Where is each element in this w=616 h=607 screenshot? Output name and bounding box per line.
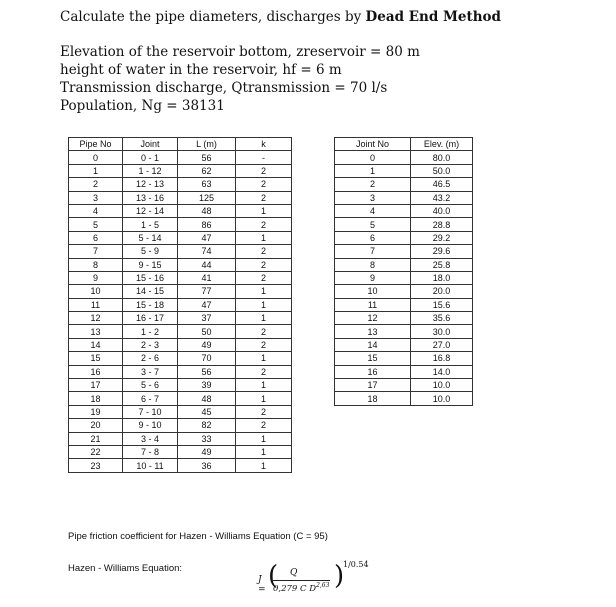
table-row — [69, 432, 292, 445]
table-row — [69, 325, 292, 338]
cell-pipe-no: 20 — [69, 419, 123, 432]
cell-pipe-no: 0 — [69, 151, 123, 164]
table-row — [69, 445, 292, 458]
cell-k: 1 — [236, 445, 292, 458]
cell-elevation: 35.6 — [411, 312, 473, 325]
cell-pipe-no: 2 — [69, 178, 123, 191]
cell-pipe-no: 8 — [69, 258, 123, 271]
table-row — [335, 365, 473, 378]
table-row — [335, 271, 473, 284]
cell-joint-no: 15 — [335, 352, 411, 365]
formula-denominator: 0,279 C D$^{2,63}$ — [273, 582, 330, 594]
cell-k: 1 — [236, 231, 292, 244]
cell-joint: 3 - 4 — [123, 432, 178, 445]
cell-length: 70 — [178, 352, 236, 365]
cell-joint-no: 17 — [335, 379, 411, 392]
header-length: L (m) — [178, 138, 236, 151]
table-row — [335, 312, 473, 325]
cell-joint-no: 13 — [335, 325, 411, 338]
cell-k: 1 — [236, 352, 292, 365]
table-row — [335, 178, 473, 191]
joint-table-header — [335, 138, 473, 151]
table-row — [335, 338, 473, 351]
cell-elevation: 25.8 — [411, 258, 473, 271]
table-row — [335, 325, 473, 338]
cell-k: 2 — [236, 325, 292, 338]
given-reservoir-elevation: Elevation of the reservoir bottom, zreservoir = 80 m — [60, 44, 420, 60]
header-joint-no: Joint No — [335, 138, 411, 151]
table-row — [69, 419, 292, 432]
cell-joint-no: 2 — [335, 178, 411, 191]
cell-k: - — [236, 151, 292, 164]
cell-joint-no: 8 — [335, 258, 411, 271]
cell-elevation: 43.2 — [411, 191, 473, 204]
formula-lhs: J = — [258, 575, 266, 595]
table-row — [335, 379, 473, 392]
cell-k: 2 — [236, 405, 292, 418]
cell-length: 63 — [178, 178, 236, 191]
cell-pipe-no: 16 — [69, 365, 123, 378]
formula-close-paren: ) — [334, 561, 345, 591]
cell-pipe-no: 9 — [69, 271, 123, 284]
formula-d-exponent: 2,63 — [316, 582, 330, 589]
cell-elevation: 30.0 — [411, 325, 473, 338]
cell-length: 36 — [178, 459, 236, 472]
cell-length: 49 — [178, 445, 236, 458]
cell-joint: 2 - 3 — [123, 338, 178, 351]
cell-joint: 0 - 1 — [123, 151, 178, 164]
cell-length: 33 — [178, 432, 236, 445]
cell-joint: 1 - 12 — [123, 164, 178, 177]
joint-table — [334, 137, 473, 406]
cell-joint-no: 9 — [335, 271, 411, 284]
cell-length: 45 — [178, 405, 236, 418]
cell-elevation: 16.8 — [411, 352, 473, 365]
cell-elevation: 18.0 — [411, 271, 473, 284]
table-row — [69, 191, 292, 204]
cell-k: 1 — [236, 379, 292, 392]
cell-pipe-no: 21 — [69, 432, 123, 445]
cell-k: 1 — [236, 298, 292, 311]
cell-elevation: 29.6 — [411, 245, 473, 258]
cell-elevation: 10.0 — [411, 379, 473, 392]
cell-elevation: 10.0 — [411, 392, 473, 405]
cell-k: 2 — [236, 338, 292, 351]
cell-k: 2 — [236, 178, 292, 191]
cell-elevation: 20.0 — [411, 285, 473, 298]
cell-pipe-no: 3 — [69, 191, 123, 204]
cell-length: 82 — [178, 419, 236, 432]
cell-joint: 2 - 6 — [123, 352, 178, 365]
cell-joint-no: 1 — [335, 164, 411, 177]
cell-k: 1 — [236, 432, 292, 445]
table-row — [335, 164, 473, 177]
cell-joint: 6 - 7 — [123, 392, 178, 405]
page-title — [60, 9, 501, 25]
cell-length: 50 — [178, 325, 236, 338]
cell-pipe-no: 11 — [69, 298, 123, 311]
cell-joint: 15 - 18 — [123, 298, 178, 311]
cell-joint: 13 - 16 — [123, 191, 178, 204]
table-row — [335, 285, 473, 298]
cell-length: 125 — [178, 191, 236, 204]
cell-k: 2 — [236, 191, 292, 204]
table-row — [69, 178, 292, 191]
table-row — [69, 204, 292, 217]
given-transmission-discharge: Transmission discharge, Qtransmission = 70 l/s — [60, 80, 388, 96]
cell-joint-no: 12 — [335, 312, 411, 325]
cell-joint: 3 - 7 — [123, 365, 178, 378]
cell-k: 1 — [236, 459, 292, 472]
cell-k: 1 — [236, 392, 292, 405]
cell-length: 47 — [178, 298, 236, 311]
cell-joint: 12 - 13 — [123, 178, 178, 191]
table-row — [335, 204, 473, 217]
table-row — [69, 312, 292, 325]
table-row — [335, 151, 473, 164]
cell-k: 1 — [236, 285, 292, 298]
header-elevation: Elev. (m) — [411, 138, 473, 151]
cell-k: 2 — [236, 164, 292, 177]
table-row — [69, 298, 292, 311]
cell-k: 2 — [236, 258, 292, 271]
cell-pipe-no: 7 — [69, 245, 123, 258]
formula-open-paren: ( — [268, 561, 279, 591]
cell-pipe-no: 10 — [69, 285, 123, 298]
cell-joint-no: 18 — [335, 392, 411, 405]
cell-length: 44 — [178, 258, 236, 271]
cell-joint: 9 - 10 — [123, 419, 178, 432]
cell-pipe-no: 23 — [69, 459, 123, 472]
table-row — [335, 231, 473, 244]
cell-joint: 7 - 8 — [123, 445, 178, 458]
cell-elevation: 14.0 — [411, 365, 473, 378]
cell-length: 48 — [178, 392, 236, 405]
table-row — [335, 245, 473, 258]
cell-elevation: 28.8 — [411, 218, 473, 231]
table-row — [69, 285, 292, 298]
cell-pipe-no: 15 — [69, 352, 123, 365]
cell-k: 1 — [236, 204, 292, 217]
title-bold: Dead End Method — [365, 9, 502, 25]
cell-pipe-no: 22 — [69, 445, 123, 458]
cell-joint: 7 - 10 — [123, 405, 178, 418]
cell-length: 41 — [178, 271, 236, 284]
cell-joint-no: 4 — [335, 204, 411, 217]
given-water-height: height of water in the reservoir, hf = 6 m — [60, 62, 342, 78]
table-row — [335, 258, 473, 271]
cell-joint-no: 10 — [335, 285, 411, 298]
title-prefix: Calculate the pipe diameters, discharges by — [60, 9, 366, 25]
cell-pipe-no: 1 — [69, 164, 123, 177]
given-population: Population, Ng = 38131 — [60, 98, 225, 114]
cell-joint: 1 - 2 — [123, 325, 178, 338]
table-row — [335, 298, 473, 311]
cell-k: 1 — [236, 312, 292, 325]
table-row — [69, 218, 292, 231]
cell-length: 56 — [178, 151, 236, 164]
cell-length: 77 — [178, 285, 236, 298]
header-joint: Joint — [123, 138, 178, 151]
formula-numerator: Q — [290, 568, 298, 578]
cell-length: 39 — [178, 379, 236, 392]
cell-joint-no: 5 — [335, 218, 411, 231]
cell-elevation: 29.2 — [411, 231, 473, 244]
cell-pipe-no: 19 — [69, 405, 123, 418]
cell-length: 56 — [178, 365, 236, 378]
given-data — [60, 43, 420, 115]
cell-k: 2 — [236, 218, 292, 231]
cell-joint: 12 - 14 — [123, 204, 178, 217]
cell-length: 37 — [178, 312, 236, 325]
cell-joint-no: 11 — [335, 298, 411, 311]
cell-joint: 15 - 16 — [123, 271, 178, 284]
cell-length: 48 — [178, 204, 236, 217]
friction-coefficient-note: Pipe friction coefficient for Hazen - Williams Equation (C = 95) — [68, 531, 328, 542]
formula-exponent: 1/0.54 — [343, 560, 369, 569]
cell-joint-no: 7 — [335, 245, 411, 258]
cell-pipe-no: 13 — [69, 325, 123, 338]
cell-pipe-no: 5 — [69, 218, 123, 231]
table-row — [69, 392, 292, 405]
cell-pipe-no: 4 — [69, 204, 123, 217]
cell-pipe-no: 14 — [69, 338, 123, 351]
cell-joint: 5 - 6 — [123, 379, 178, 392]
table-row — [69, 245, 292, 258]
cell-length: 74 — [178, 245, 236, 258]
cell-pipe-no: 6 — [69, 231, 123, 244]
cell-length: 86 — [178, 218, 236, 231]
cell-pipe-no: 17 — [69, 379, 123, 392]
cell-joint-no: 0 — [335, 151, 411, 164]
table-row — [69, 338, 292, 351]
cell-elevation: 80.0 — [411, 151, 473, 164]
cell-length: 49 — [178, 338, 236, 351]
cell-k: 2 — [236, 245, 292, 258]
cell-k: 2 — [236, 365, 292, 378]
cell-joint: 14 - 15 — [123, 285, 178, 298]
cell-pipe-no: 18 — [69, 392, 123, 405]
pipe-table-header — [69, 138, 292, 151]
table-row — [69, 405, 292, 418]
cell-joint: 1 - 5 — [123, 218, 178, 231]
cell-k: 2 — [236, 419, 292, 432]
cell-k: 2 — [236, 271, 292, 284]
table-row — [69, 271, 292, 284]
cell-joint-no: 16 — [335, 365, 411, 378]
table-row — [69, 352, 292, 365]
table-row — [335, 218, 473, 231]
cell-elevation: 46.5 — [411, 178, 473, 191]
hazen-williams-label: Hazen - Williams Equation: — [68, 563, 183, 574]
cell-joint: 5 - 9 — [123, 245, 178, 258]
cell-joint: 10 - 11 — [123, 459, 178, 472]
table-row — [335, 392, 473, 405]
cell-joint: 5 - 14 — [123, 231, 178, 244]
cell-joint-no: 3 — [335, 191, 411, 204]
cell-length: 47 — [178, 231, 236, 244]
cell-joint-no: 14 — [335, 338, 411, 351]
table-row — [69, 365, 292, 378]
cell-joint: 16 - 17 — [123, 312, 178, 325]
cell-elevation: 27.0 — [411, 338, 473, 351]
formula-fraction-bar — [272, 580, 330, 581]
cell-elevation: 15.6 — [411, 298, 473, 311]
table-row — [69, 379, 292, 392]
table-row — [69, 459, 292, 472]
header-k: k — [236, 138, 292, 151]
table-row — [69, 151, 292, 164]
table-row — [335, 191, 473, 204]
header-pipe-no: Pipe No — [69, 138, 123, 151]
cell-pipe-no: 12 — [69, 312, 123, 325]
table-row — [69, 231, 292, 244]
cell-elevation: 50.0 — [411, 164, 473, 177]
table-row — [69, 258, 292, 271]
cell-joint: 9 - 15 — [123, 258, 178, 271]
table-row — [69, 164, 292, 177]
table-row — [335, 352, 473, 365]
pipe-table — [68, 137, 292, 473]
cell-joint-no: 6 — [335, 231, 411, 244]
cell-elevation: 40.0 — [411, 204, 473, 217]
cell-length: 62 — [178, 164, 236, 177]
